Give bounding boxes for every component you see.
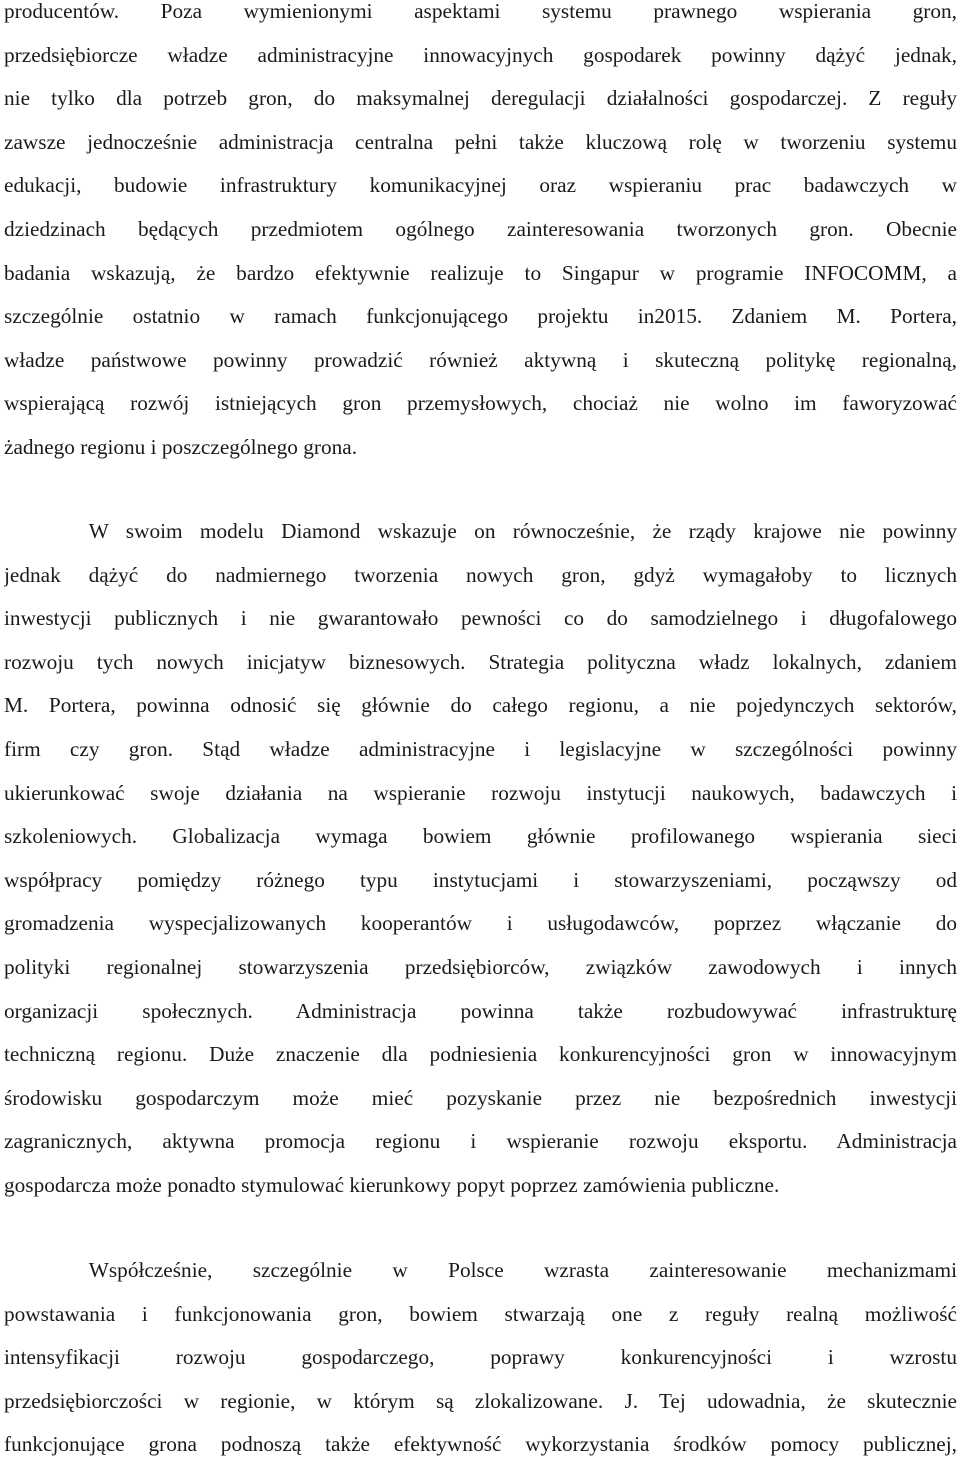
text-line: zawsze jednocześnie administracja centralna pełni także kluczową rolę w tworzeniu systemu: [4, 129, 957, 154]
text-line: powstawania i funkcjonowania gron, bowiem stwarzają one z reguły realną możliwość: [4, 1301, 957, 1326]
text-line: polityki regionalnej stowarzyszenia przedsiębiorców, związków zawodowych i innych: [4, 954, 957, 979]
text-line: firm czy gron. Stąd władze administracyjne i legislacyjne w szczególności powinny: [4, 736, 957, 761]
text-line: nie tylko dla potrzeb gron, do maksymalnej deregulacji działalności gospodarczej. Z reguły: [4, 86, 957, 111]
text-line: jednak dążyć do nadmiernego tworzenia nowych gron, gdyż wymagałoby to licznych: [4, 562, 957, 587]
text-line: rozwoju tych nowych inicjatyw biznesowych. Strategia polityczna władz lokalnych, zdaniem: [4, 649, 957, 674]
text-line: intensyfikacji rozwoju gospodarczego, poprawy konkurencyjności i wzrostu: [4, 1345, 957, 1370]
text-line: szkoleniowych. Globalizacja wymaga bowiem głównie profilowanego wspierania sieci: [4, 824, 957, 849]
text-line: ukierunkować swoje działania na wspieranie rozwoju instytucji naukowych, badawczych i: [4, 780, 957, 805]
text-line: gromadzenia wyspecjalizowanych kooperantów i usługodawców, poprzez włączanie do: [4, 911, 957, 936]
text-line: współpracy pomiędzy różnego typu instytucjami i stowarzyszeniami, począwszy od: [4, 867, 957, 892]
paragraph-3: [4, 1249, 957, 1460]
text-line: techniczną regionu. Duże znaczenie dla podniesienia konkurencyjności gron w innowacyjnym: [4, 1042, 957, 1067]
text-line: gospodarcza może ponadto stymulować kierunkowy popyt poprzez zamówienia publiczne.: [4, 1172, 780, 1197]
text-line: producentów. Poza wymienionymi aspektami systemu prawnego wspierania gron,: [4, 0, 957, 23]
text-line: dziedzinach będących przedmiotem ogólnego zainteresowania tworzonych gron. Obecnie: [4, 216, 957, 241]
text-line: środowisku gospodarczym może mieć pozyskanie przez nie bezpośrednich inwestycji: [4, 1085, 957, 1110]
text-line: inwestycji publicznych i nie gwarantowało pewności co do samodzielnego i długofalowego: [4, 606, 957, 631]
text-line: wspierającą rozwój istniejących gron przemysłowych, chociaż nie wolno im faworyzować: [4, 391, 957, 416]
paragraph-2: [4, 510, 957, 1208]
text-line: funkcjonujące grona podnoszą także efektywność wykorzystania środków pomocy publicznej,: [4, 1432, 957, 1457]
paragraph-1: [4, 0, 957, 470]
text-line: zagranicznych, aktywna promocja regionu i wspieranie rozwoju eksportu. Administracja: [4, 1129, 957, 1154]
text-line: organizacji społecznych. Administracja powinna także rozbudowywać infrastrukturę: [4, 998, 957, 1023]
text-line: żadnego regionu i poszczególnego grona.: [4, 434, 358, 459]
text-line: M. Portera, powinna odnosić się głównie do całego regionu, a nie pojedynczych sektorów,: [4, 693, 957, 718]
text-line: przedsiębiorczości w regionie, w którym są zlokalizowane. J. Tej udowadnia, że skutecznie: [4, 1388, 957, 1413]
text-line: badania wskazują, że bardzo efektywnie realizuje to Singapur w programie INFOCOMM, a: [4, 260, 957, 285]
text-line: W swoim modelu Diamond wskazuje on równocześnie, że rządy krajowe nie powinny: [88, 519, 957, 543]
text-line: przedsiębiorcze władze administracyjne innowacyjnych gospodarek powinny dążyć jednak,: [4, 42, 957, 67]
text-line: edukacji, budowie infrastruktury komunikacyjnej oraz wspieraniu prac badawczych w: [4, 173, 957, 198]
text-line: Współcześnie, szczególnie w Polsce wzrasta zainteresowanie mechanizmami: [88, 1258, 957, 1282]
text-line: szczególnie ostatnio w ramach funkcjonującego projektu in2015. Zdaniem M. Portera,: [4, 304, 957, 329]
text-line: władze państwowe powinny prowadzić również aktywną i skuteczną politykę regionalną,: [4, 347, 957, 372]
